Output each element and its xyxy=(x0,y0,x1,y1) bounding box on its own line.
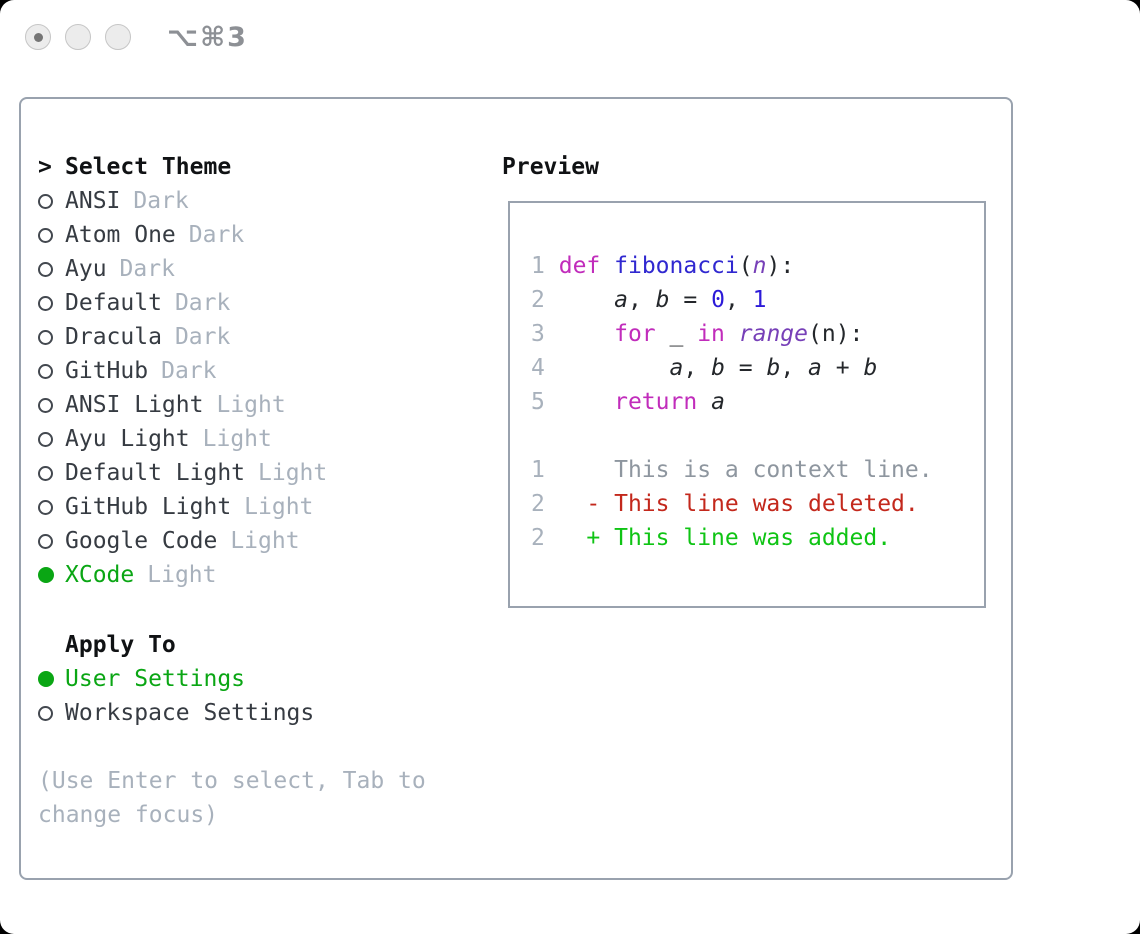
line-number: 5 xyxy=(531,389,545,415)
line-number: 2 xyxy=(531,287,545,313)
theme-list-header xyxy=(38,150,458,184)
theme-list-title: Select Theme xyxy=(65,154,232,180)
option-variant: Light xyxy=(216,392,286,418)
radio-icon xyxy=(38,466,65,481)
option-label: Ayu Light xyxy=(65,426,190,452)
option-label: Dracula xyxy=(65,324,162,350)
preview-title: Preview xyxy=(502,154,599,180)
option-variant: Dark xyxy=(133,188,189,214)
close-button[interactable] xyxy=(25,24,51,50)
theme-picker-panel xyxy=(19,97,1013,880)
option-variant: Light xyxy=(258,460,328,486)
option-label: GitHub xyxy=(65,358,149,384)
option-label: Google Code xyxy=(65,528,218,554)
radio-icon xyxy=(38,534,65,549)
preview-pane xyxy=(508,201,986,608)
theme-option[interactable] xyxy=(38,388,458,422)
code-line: 5 return a xyxy=(531,389,725,415)
radio-icon xyxy=(38,432,65,447)
radio-icon xyxy=(38,567,65,583)
theme-option[interactable] xyxy=(38,286,458,320)
theme-option[interactable] xyxy=(38,558,458,592)
theme-option[interactable] xyxy=(38,422,458,456)
radio-icon xyxy=(38,500,65,515)
code-line xyxy=(531,419,984,453)
theme-list xyxy=(38,150,458,855)
radio-icon xyxy=(38,706,65,721)
line-number: 1 xyxy=(531,253,545,279)
apply-option[interactable] xyxy=(38,662,458,696)
line-number: 1 xyxy=(531,457,545,483)
option-label: Atom One xyxy=(65,222,176,248)
caret-icon: > xyxy=(38,154,52,180)
code-line: 4 a, b = b, a + b xyxy=(531,355,878,381)
apply-option[interactable] xyxy=(38,696,458,730)
option-label: Default Light xyxy=(65,460,246,486)
option-label: ANSI xyxy=(65,188,121,214)
radio-icon xyxy=(38,330,65,345)
keyboard-hint: (Use Enter to select, Tab to change focus) xyxy=(38,768,426,828)
apply-to-header xyxy=(38,628,458,662)
code-block xyxy=(531,249,984,555)
theme-option[interactable] xyxy=(38,524,458,558)
radio-icon xyxy=(38,194,65,209)
code-line: 1 This is a context line. xyxy=(531,457,933,483)
apply-options xyxy=(38,662,458,730)
option-label: ANSI Light xyxy=(65,392,204,418)
option-variant: Light xyxy=(230,528,300,554)
radio-icon xyxy=(38,296,65,311)
option-label: Default xyxy=(65,290,162,316)
code-line: 2 + This line was added. xyxy=(531,525,892,551)
option-variant: Dark xyxy=(161,358,217,384)
active-window-dot-icon xyxy=(34,33,43,42)
option-variant: Light xyxy=(244,494,314,520)
radio-icon xyxy=(38,262,65,277)
line-number: 4 xyxy=(531,355,545,381)
option-variant: Dark xyxy=(119,256,175,282)
code-line: 2 - This line was deleted. xyxy=(531,491,919,517)
theme-option[interactable] xyxy=(38,184,458,218)
code-line: 3 for _ in range(n): xyxy=(531,321,864,347)
radio-icon xyxy=(38,398,65,413)
theme-option[interactable] xyxy=(38,456,458,490)
theme-options xyxy=(38,184,458,592)
option-variant: Dark xyxy=(188,222,245,248)
minimize-button[interactable] xyxy=(65,24,91,50)
line-number: 3 xyxy=(531,321,545,347)
radio-icon xyxy=(38,364,65,379)
theme-option[interactable] xyxy=(38,252,458,286)
option-label: Ayu xyxy=(65,256,107,282)
titlebar xyxy=(0,0,1140,70)
window-shortcut-label: ⌥⌘3 xyxy=(167,22,248,53)
option-variant: Dark xyxy=(174,290,231,316)
theme-option[interactable] xyxy=(38,218,458,252)
option-label: Workspace Settings xyxy=(65,700,315,726)
radio-icon xyxy=(38,671,65,687)
option-label: User Settings xyxy=(65,666,246,692)
zoom-button[interactable] xyxy=(105,24,131,50)
radio-icon xyxy=(38,228,65,243)
option-variant: Light xyxy=(202,426,272,452)
theme-option[interactable] xyxy=(38,490,458,524)
option-variant: Dark xyxy=(174,324,231,350)
theme-option[interactable] xyxy=(38,320,458,354)
option-label: XCode xyxy=(65,562,135,588)
code-line: 2 a, b = 0, 1 xyxy=(531,287,767,313)
apply-to-title: Apply To xyxy=(65,632,176,658)
code-line: 1 def fibonacci(n): xyxy=(531,253,795,279)
line-number: 2 xyxy=(531,491,545,517)
option-variant: Light xyxy=(147,562,217,588)
theme-option[interactable] xyxy=(38,354,458,388)
option-label: GitHub Light xyxy=(65,494,232,520)
line-number: 2 xyxy=(531,525,545,551)
